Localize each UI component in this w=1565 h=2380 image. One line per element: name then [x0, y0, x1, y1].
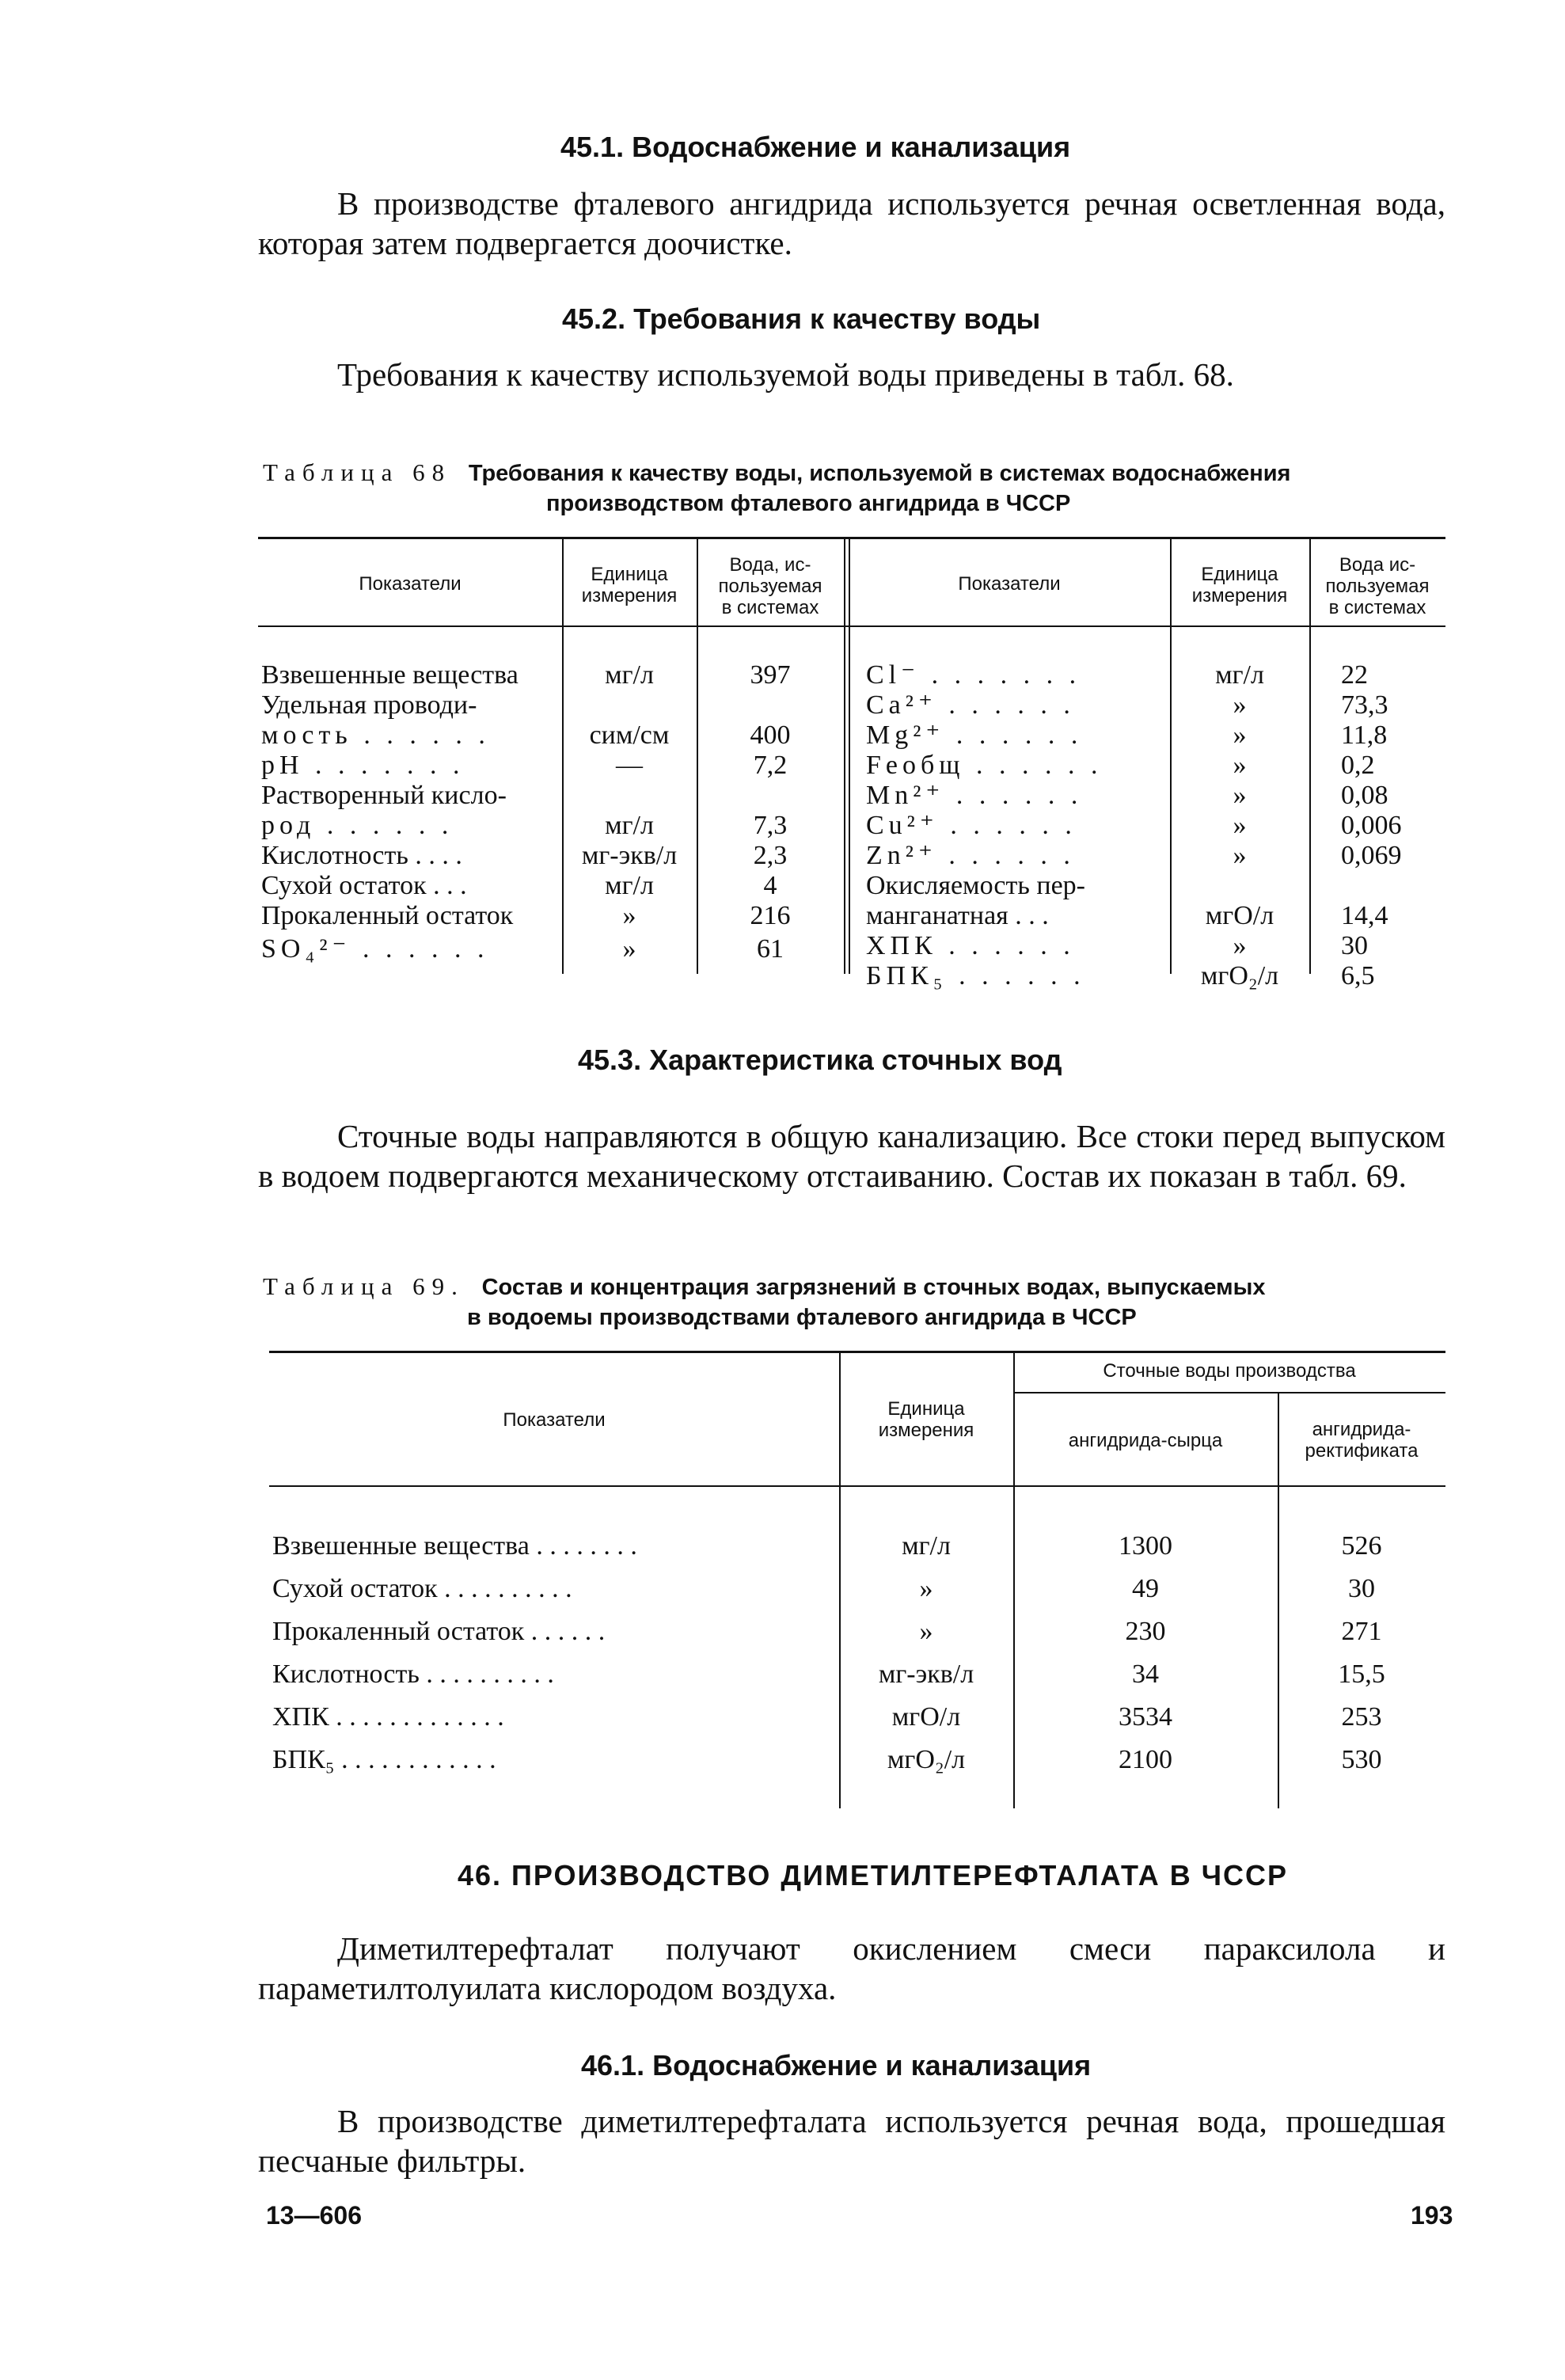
table-header-rule: [258, 625, 1445, 627]
table-title-line-2: производством фталевого ангидрида в ЧССР: [546, 491, 1071, 516]
table-row: [261, 690, 477, 720]
row-label: Удельная проводи-: [261, 690, 477, 720]
header-text: измерения: [878, 1420, 974, 1441]
table-68-caption: [263, 458, 1450, 489]
row-unit: мгО/л: [1205, 901, 1274, 930]
header-indicator-2: Показатели: [958, 573, 1061, 595]
row-label: Cl⁻ . . . . . . .: [866, 660, 1081, 690]
table-row: [866, 961, 1085, 991]
row-value-raw: 2100: [1119, 1745, 1172, 1774]
header-water: [697, 554, 844, 618]
header-unit-2: [1170, 564, 1309, 606]
row-label: Взвешенные вещества: [261, 660, 519, 690]
section-heading-45-3: 45.3. Характеристика сточных вод: [578, 1044, 1062, 1076]
header-unit: [562, 564, 697, 606]
row-label: Сухой остаток . . .: [261, 871, 467, 900]
row-unit: мгО/л: [891, 1702, 961, 1732]
header-text: измерения: [1191, 585, 1288, 606]
row-label: Кислотность . . . .: [261, 841, 462, 870]
row-label: ХПК . . . . . . . . . . . . .: [272, 1702, 504, 1732]
row-value: 7,2: [753, 751, 788, 780]
row-value: 2,3: [753, 841, 788, 870]
row-value-rect: 15,5: [1338, 1660, 1385, 1689]
row-value: 400: [750, 720, 791, 750]
table-row: [261, 811, 453, 841]
paragraph-46: [258, 1929, 1445, 2008]
row-value: 11,8: [1341, 720, 1388, 750]
row-label: род . . . . . .: [261, 811, 454, 840]
header-text: измерения: [581, 585, 678, 606]
table-row: [261, 901, 513, 931]
table-row: [261, 720, 490, 751]
row-unit: »: [1233, 811, 1247, 840]
header-water-2: [1309, 554, 1445, 618]
row-unit: сим/см: [589, 720, 670, 750]
header-text: Вода ис-: [1339, 554, 1416, 576]
header-text: ректификата: [1305, 1440, 1419, 1462]
row-value: 216: [750, 901, 791, 930]
table-top-rule: [269, 1351, 1445, 1353]
row-label: Окисляемость пер-: [866, 871, 1085, 900]
printer-signature: 13—606: [266, 2201, 362, 2230]
row-value-rect: 526: [1341, 1531, 1382, 1561]
table-69-caption: [263, 1272, 1450, 1302]
row-label: БПК₅ . . . . . . . . . . . .: [272, 1745, 496, 1774]
row-unit: »: [1233, 931, 1247, 960]
row-unit: »: [1233, 751, 1247, 780]
row-label: мость . . . . . .: [261, 720, 490, 750]
row-unit: мгО₂/л: [1200, 961, 1279, 990]
row-label: Кислотность . . . . . . . . . .: [272, 1660, 554, 1689]
paragraph-45-3: [258, 1116, 1445, 1196]
row-value: 14,4: [1341, 901, 1388, 930]
table-row: [261, 751, 465, 781]
table-row: [866, 841, 1075, 871]
table-row: [261, 871, 467, 901]
table-title-line-1: Требования к качеству воды, используемой в системах водоснабжения: [468, 461, 1291, 486]
row-label: SO₄²⁻ . . . . . .: [261, 934, 489, 964]
table-row: [866, 871, 1085, 901]
table-row: [261, 660, 519, 690]
table-row: [261, 781, 507, 811]
row-unit: —: [616, 751, 643, 780]
row-value-raw: 34: [1132, 1660, 1159, 1689]
row-value-rect: 253: [1341, 1702, 1382, 1732]
row-value: 6,5: [1341, 961, 1375, 990]
row-unit: мг/л: [605, 871, 654, 900]
row-label: БПК₅ . . . . . .: [866, 961, 1085, 990]
row-value-raw: 1300: [1119, 1531, 1172, 1561]
table-row: [866, 931, 1075, 961]
row-unit: »: [919, 1617, 933, 1646]
row-label: pH . . . . . . .: [261, 751, 465, 780]
paragraph-46-1: [258, 2101, 1445, 2180]
row-unit: »: [622, 934, 636, 964]
table-row: [261, 841, 462, 871]
row-unit: мг-экв/л: [581, 841, 678, 870]
header-text: ангидрида-: [1312, 1419, 1411, 1440]
table-row: [272, 1660, 554, 1690]
row-value-rect: 271: [1341, 1617, 1382, 1646]
row-label: Растворенный кисло-: [261, 781, 507, 810]
row-value: 0,006: [1341, 811, 1402, 840]
header-col-raw: ангидрида-сырца: [1068, 1430, 1223, 1451]
page-number: 193: [1411, 2201, 1453, 2230]
table-row: [866, 690, 1075, 720]
table-title-line-1: Состав и концентрация загрязнений в сточных водах, выпускаемых: [481, 1275, 1266, 1300]
row-value: 61: [757, 934, 784, 964]
table-row: [866, 751, 1102, 781]
header-text: Единица: [591, 564, 668, 585]
row-value: 0,069: [1341, 841, 1402, 870]
row-value: 397: [750, 660, 791, 690]
row-unit: мг/л: [902, 1531, 951, 1561]
row-value-raw: 230: [1125, 1617, 1166, 1646]
row-label: ХПК . . . . . .: [866, 931, 1075, 960]
row-unit: мг/л: [605, 811, 654, 840]
row-unit: »: [1233, 841, 1247, 870]
header-text: пользуемая: [1325, 576, 1430, 597]
row-label: Прокаленный остаток . . . . . .: [272, 1617, 606, 1646]
row-label: Ca²⁺ . . . . . .: [866, 690, 1075, 720]
table-row: [261, 934, 488, 964]
header-group: Сточные воды производства: [1103, 1360, 1356, 1382]
group-header-rule: [1013, 1392, 1445, 1393]
column-double-divider: [844, 538, 850, 974]
row-label: Сухой остаток . . . . . . . . . .: [272, 1574, 572, 1603]
row-label: Прокаленный остаток: [261, 901, 514, 930]
row-unit: »: [1233, 781, 1247, 810]
paragraph-text: В производстве диметилтерефталата используется речная вода, прошедшая песчаные фильтры.: [258, 2103, 1445, 2179]
row-unit: »: [1233, 720, 1247, 750]
paragraph-text: Диметилтерефталат получают окислением смеси параксилола и параметилтолуилата кислородом воздуха.: [258, 1930, 1445, 2006]
table-row: [272, 1531, 637, 1561]
header-text: Единица: [887, 1398, 965, 1420]
table-row: [272, 1745, 496, 1775]
table-row: [272, 1617, 605, 1647]
table-row: [866, 660, 1081, 690]
table-label: Таблица 69.: [263, 1272, 465, 1300]
header-text: в системах: [1328, 597, 1426, 618]
table-68-caption-line-2: [546, 488, 1070, 519]
section-heading-46-1: 46.1. Водоснабжение и канализация: [581, 2049, 1092, 2082]
row-value: 22: [1341, 660, 1368, 690]
row-value: 30: [1341, 931, 1368, 960]
table-row: [866, 720, 1082, 751]
chapter-heading-46: 46. ПРОИЗВОДСТВО ДИМЕТИЛТЕРЕФТАЛАТА В ЧССР: [458, 1859, 1289, 1891]
header-text: Вода, ис-: [729, 554, 811, 576]
row-value-raw: 49: [1132, 1574, 1159, 1603]
row-value: 4: [763, 871, 777, 900]
row-value: 0,08: [1341, 781, 1388, 810]
row-label: Feобщ . . . . . .: [866, 751, 1103, 780]
row-unit: »: [919, 1574, 933, 1603]
row-unit: мг/л: [1215, 660, 1264, 690]
row-unit: мг/л: [605, 660, 654, 690]
paragraph-text: Требования к качеству используемой воды приведены в табл. 68.: [337, 356, 1234, 393]
row-value: 7,3: [753, 811, 788, 840]
table-top-rule: [258, 537, 1445, 539]
paragraph-text: Сточные воды направляются в общую канализацию. Все стоки перед выпуском в водоем подвергаются механическому отстаиванию. Состав их показан в табл. 69.: [258, 1118, 1445, 1194]
header-text: Единица: [1201, 564, 1278, 585]
table-label: Таблица 68: [263, 458, 452, 486]
table-row: [272, 1574, 572, 1604]
table-69-caption-line-2: [467, 1302, 1137, 1333]
header-text: пользуемая: [718, 576, 822, 597]
paragraph-45-1: [258, 184, 1445, 263]
table-row: [866, 781, 1082, 811]
table-header-rule: [269, 1485, 1445, 1487]
row-label: Взвешенные вещества . . . . . . . .: [272, 1531, 637, 1561]
row-value-raw: 3534: [1119, 1702, 1172, 1732]
header-col-rect: [1278, 1419, 1445, 1462]
row-value-rect: 30: [1348, 1574, 1375, 1603]
table-row: [272, 1702, 504, 1732]
section-heading-45-2: 45.2. Требования к качеству воды: [562, 302, 1041, 335]
row-value: 0,2: [1341, 751, 1375, 780]
header-unit: [839, 1398, 1013, 1441]
table-title-line-2: в водоемы производствами фталевого ангидрида в ЧССР: [467, 1305, 1137, 1330]
row-value: 73,3: [1341, 690, 1388, 720]
row-label: Mg²⁺ . . . . . .: [866, 720, 1083, 750]
table-row: [866, 811, 1077, 841]
row-unit: мг-экв/л: [878, 1660, 974, 1689]
header-indicator: Показатели: [359, 573, 462, 595]
row-label: манганатная . . .: [866, 901, 1049, 930]
row-label: Mn²⁺ . . . . . .: [866, 781, 1083, 810]
table-row: [866, 901, 1049, 931]
row-unit: мгО₂/л: [887, 1745, 966, 1774]
row-unit: »: [1233, 690, 1247, 720]
paragraph-text: В производстве фталевого ангидрида используется речная осветленная вода, которая затем подвергается доочистке.: [258, 185, 1445, 261]
header-indicator: Показатели: [503, 1409, 606, 1431]
header-text: в системах: [721, 597, 819, 618]
row-value-rect: 530: [1341, 1745, 1382, 1774]
paragraph-45-2: [258, 355, 1445, 394]
section-heading-45-1: 45.1. Водоснабжение и канализация: [560, 131, 1071, 163]
row-label: Cu²⁺ . . . . . .: [866, 811, 1077, 840]
row-label: Zn²⁺ . . . . . .: [866, 841, 1075, 870]
row-unit: »: [622, 901, 636, 930]
